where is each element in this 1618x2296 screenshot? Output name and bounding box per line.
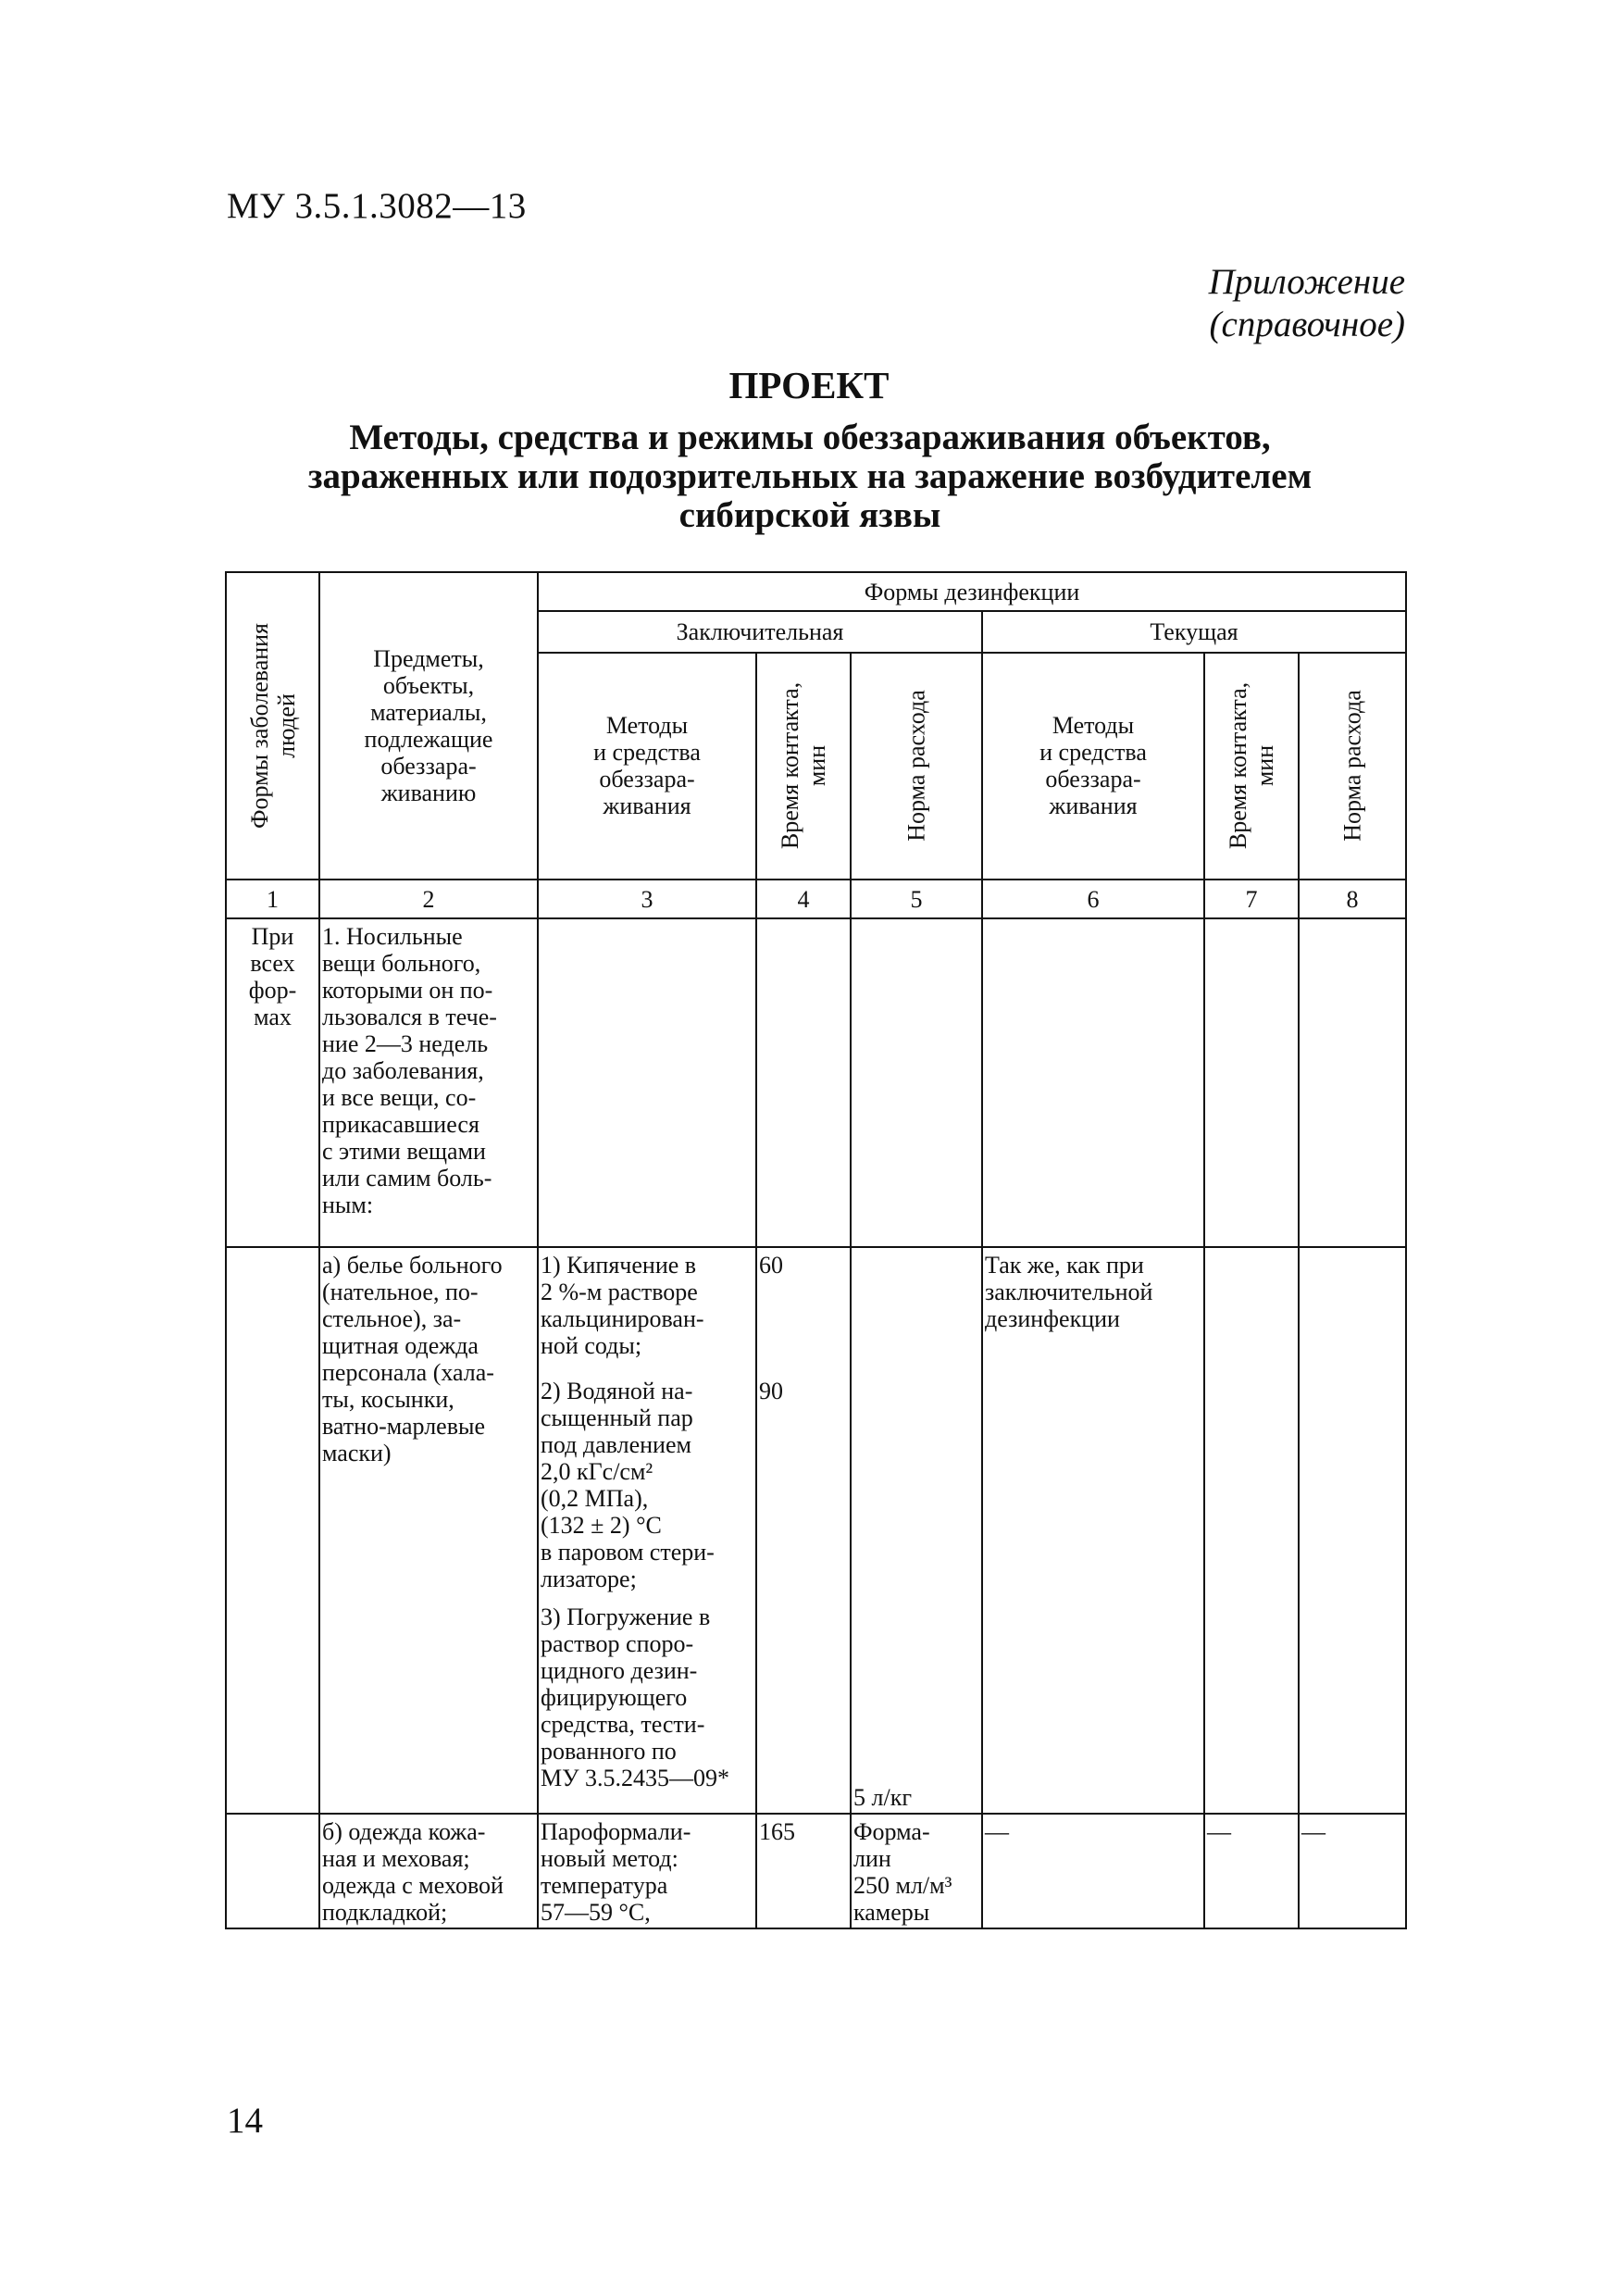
appendix-line-1: Приложение [1208,262,1405,302]
methods-cell [538,1814,756,1928]
cell-line: ная и меховая; [322,1845,470,1872]
header-contact-time-current [1204,653,1299,880]
cell-line: (нательное, по- [322,1279,479,1305]
cell-line: рованного по [541,1738,677,1765]
header-objects-line: Предметы, [373,645,484,672]
appendix-label [1209,261,1405,346]
header-objects-line: подлежащие [364,726,493,753]
header-methods-line: живания [1049,792,1138,820]
cell-line: до заболевания, [322,1057,484,1084]
header-contact-time-final [756,653,851,880]
methods-cell [538,1247,756,1814]
cell-line: 2,0 кГс/см² [541,1458,653,1485]
empty-cell [1299,1247,1406,1814]
cell-line: Форма- [853,1818,930,1845]
cell-line: с этими вещами [322,1138,486,1165]
cell-line: фор- [248,977,297,1004]
header-methods-line: Методы [605,712,689,740]
title-line-2: зараженных или подозрительных на заражение возбудителем [307,456,1313,496]
header-objects-line: объекты, [382,672,475,699]
cell-line: средства, тести- [541,1711,705,1738]
header-consumption-current [1299,653,1406,880]
header-forms-disinfection: Формы дезинфекции [538,572,1406,611]
cell-line: 2) Водяной на- [541,1378,693,1404]
empty-cell [1204,1247,1299,1814]
empty-cell [226,1247,319,1814]
cell-line: Так же, как при [985,1252,1144,1279]
empty-cell [1299,918,1406,1247]
cell-line: и все вещи, со- [322,1084,477,1111]
header-methods-line: обеззара- [1045,766,1141,793]
cell-line: льзовался в тече- [322,1004,497,1030]
column-number: 2 [319,880,538,918]
header-disease-forms [226,572,319,880]
cell-line: заключительной [985,1279,1153,1305]
title-line-3: сибирской язвы [678,495,941,535]
consumption-cell [851,1247,982,1814]
cell-line: в паровом стери- [541,1539,715,1566]
disinfection-table [225,571,1407,1929]
cell-line: стельное), за- [322,1305,462,1332]
cell-line: ным: [322,1192,374,1218]
cell-line: мах [254,1004,292,1030]
document-title [268,418,1351,535]
cell-line: под давлением [541,1431,691,1458]
header-objects-line: живанию [380,780,477,806]
cell-line: вещи больного, [322,950,481,977]
cell-line: которыми он по- [322,977,493,1004]
cell-line: (0,2 МПа), [541,1485,649,1512]
header-methods-final [538,653,756,880]
cell-line: маски) [322,1440,392,1466]
cell-line: или самим боль- [322,1165,492,1192]
cell-line: лизаторе; [541,1566,637,1592]
page-number: 14 [227,2101,263,2140]
contact-time-cell [756,1247,851,1814]
header-consumption-label: Норма расхода [902,690,930,842]
cell-line: ты, косынки, [322,1386,454,1413]
column-number-row [226,880,1406,918]
table-row [226,918,1406,1247]
column-number: 1 [226,880,319,918]
empty-cell [982,918,1204,1247]
contact-time-cell [756,1814,851,1928]
column-number: 4 [756,880,851,918]
consumption-current-cell: — [1299,1814,1406,1928]
empty-cell [538,918,756,1247]
cell-line: (132 ± 2) °С [541,1512,662,1539]
objects-cell [319,918,538,1247]
header-disease-forms-line-1: Формы заболевания [245,622,273,830]
cell-line: кальцинирован- [541,1305,704,1332]
cell-line: персонала (хала- [322,1359,494,1386]
cell-line: ватно-марлевые [322,1413,486,1440]
header-methods-line: живания [603,792,691,820]
consumption-value: 5 л/кг [853,1784,912,1811]
consumption-cell [851,1814,982,1928]
cell-line: 250 мл/м³ [853,1872,952,1899]
empty-cell [226,1814,319,1928]
empty-cell [851,918,982,1247]
cell-line: цидного дезин- [541,1657,698,1684]
cell-line: б) одежда кожа- [322,1818,486,1845]
cell-line: 3) Погружение в [541,1603,711,1630]
header-current-disinfection: Текущая [982,611,1406,652]
appendix-line-2: (справочное) [1209,305,1405,344]
column-number: 8 [1299,880,1406,918]
cell-line: подкладкой; [322,1899,448,1926]
cell-line: сыщенный пар [541,1404,693,1431]
header-methods-current [982,653,1204,880]
empty-cell [756,918,851,1247]
methods-current-cell [982,1247,1204,1814]
objects-cell [319,1814,538,1928]
header-final-disinfection: Заключительная [538,611,982,652]
cell-line: новый метод: [541,1845,678,1872]
cell-line: МУ 3.5.2435—09* [541,1765,730,1791]
cell-line: 2 %-м растворе [541,1279,698,1305]
header-contact-time-line-2: мин [803,745,830,787]
header-consumption-label: Норма расхода [1338,690,1366,842]
title-line-1: Методы, средства и режимы обеззараживания объектов, [349,418,1271,457]
cell-line: температура [541,1872,668,1899]
document-code: МУ 3.5.1.3082—13 [227,186,527,226]
cell-line: камеры [853,1899,930,1926]
draft-heading: ПРОЕКТ [728,364,890,406]
header-contact-time-line-1: Время контакта, [1225,682,1251,850]
contact-time-current-cell: — [1204,1814,1299,1928]
header-contact-time-line-1: Время контакта, [777,682,803,850]
cell-line: 57—59 °С, [541,1899,651,1926]
objects-cell [319,1247,538,1814]
cell-line: 1. Носильные [322,923,463,950]
column-number: 5 [851,880,982,918]
column-number: 7 [1204,880,1299,918]
header-methods-line: обеззара- [599,766,695,793]
column-number: 3 [538,880,756,918]
table-row [226,1247,1406,1814]
header-methods-line: и средства [1039,739,1147,767]
cell-line: ной соды; [541,1332,642,1359]
empty-cell [1204,918,1299,1247]
header-consumption-final [851,653,982,880]
cell-line: прикасавшиеся [322,1111,479,1138]
contact-time-value: 90 [759,1378,783,1404]
cell-line: 1) Кипячение в [541,1252,697,1279]
cell-line: всех [250,950,295,977]
cell-line: Пароформали- [541,1818,691,1845]
header-methods-line: и средства [593,739,701,767]
contact-time-value: 60 [759,1252,783,1279]
header-objects-line: обеззара- [380,753,477,780]
disease-forms-cell [226,918,319,1247]
header-methods-line: Методы [1052,712,1135,740]
cell-line: а) белье больного [322,1252,503,1279]
cell-line: ние 2—3 недель [322,1030,489,1057]
contact-time-value: 165 [759,1818,795,1845]
cell-line: При [251,923,294,950]
cell-line: фицирующего [541,1684,688,1711]
cell-line: лин [853,1845,891,1872]
column-number: 6 [982,880,1204,918]
header-disease-forms-line-2: людей [272,693,300,758]
header-objects [319,572,538,880]
cell-line: раствор споро- [541,1630,694,1657]
methods-current-cell: — [982,1814,1204,1928]
header-objects-line: материалы, [370,699,487,726]
table-row [226,1814,1406,1928]
header-contact-time-line-2: мин [1251,745,1278,787]
cell-line: дезинфекции [985,1305,1120,1332]
cell-line: одежда с меховой [322,1872,504,1899]
cell-line: щитная одежда [322,1332,479,1359]
